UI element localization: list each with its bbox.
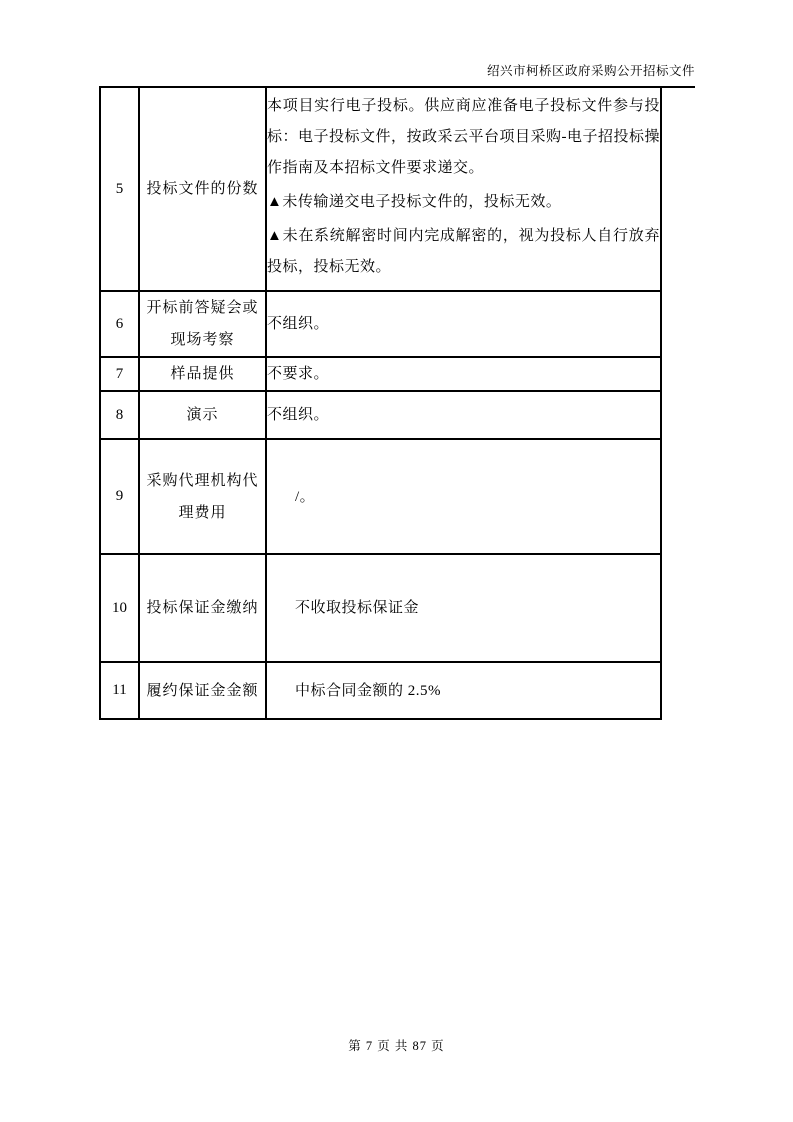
bid-parameters-table (99, 88, 662, 720)
row-content-cell (266, 88, 661, 291)
table-row (100, 391, 661, 439)
row-label-cell (139, 88, 266, 291)
row-label-cell (139, 554, 266, 662)
label-line: 采购代理机构代 (146, 472, 259, 489)
content-paragraph: 不组织。 (267, 316, 330, 332)
content-paragraph: ▲未传输递交电子投标文件的，投标无效。 (267, 194, 562, 210)
page-header (99, 0, 695, 88)
content-paragraph: ▲未在系统解密时间内完成解密的，视为投标人自行放弃投标，投标无效。 (267, 228, 660, 275)
row-content-cell (266, 554, 661, 662)
table-row (100, 662, 661, 719)
content-paragraph: 中标合同金额的 2.5% (295, 682, 441, 699)
content-paragraph: 不要求。 (267, 366, 330, 382)
row-content-cell (266, 391, 661, 439)
row-label-cell (139, 662, 266, 719)
content-paragraph: 不收取投标保证金 (295, 600, 420, 616)
label-line: 理费用 (178, 504, 227, 521)
table-row (100, 439, 661, 554)
row-label-cell (139, 357, 266, 391)
row-content-cell (266, 291, 661, 357)
table-row (100, 291, 661, 357)
row-content-cell (266, 662, 661, 719)
row-number-cell: 10 (100, 554, 139, 662)
row-label-cell (139, 291, 266, 357)
row-label-cell (139, 439, 266, 554)
row-label-cell (139, 391, 266, 439)
page-footer (0, 1036, 793, 1054)
header-title: 绍兴市柯桥区政府采购公开招标文件 (486, 64, 695, 78)
table-row (100, 88, 661, 291)
row-number-cell: 5 (100, 88, 139, 291)
row-number-cell: 11 (100, 662, 139, 719)
content-paragraph: 本项目实行电子投标。供应商应准备电子投标文件参与投标：电子投标文件，按政采云平台项目采购-电子招投标操作指南及本招标文件要求递交。 (267, 98, 660, 176)
label-line: 演示 (186, 407, 219, 423)
row-number-cell: 7 (100, 357, 139, 391)
label-line: 开标前答疑会或 (146, 300, 259, 316)
row-number-cell: 8 (100, 391, 139, 439)
row-number-cell: 6 (100, 291, 139, 357)
page-content (99, 0, 695, 720)
bid-parameters-table-body (100, 88, 661, 719)
content-paragraph: 不组织。 (267, 407, 330, 423)
table-row (100, 357, 661, 391)
row-content-cell (266, 439, 661, 554)
label-line: 投标保证金缴纳 (146, 600, 259, 616)
table-row (100, 554, 661, 662)
label-line: 投标文件的份数 (146, 181, 259, 197)
content-paragraph: /。 (295, 488, 316, 505)
label-line: 样品提供 (170, 366, 235, 382)
label-line: 现场考察 (170, 332, 235, 348)
page-number-text: 第 7 页 共 87 页 (348, 1039, 445, 1053)
row-content-cell (266, 357, 661, 391)
label-line: 履约保证金金额 (146, 682, 259, 699)
row-number-cell: 9 (100, 439, 139, 554)
